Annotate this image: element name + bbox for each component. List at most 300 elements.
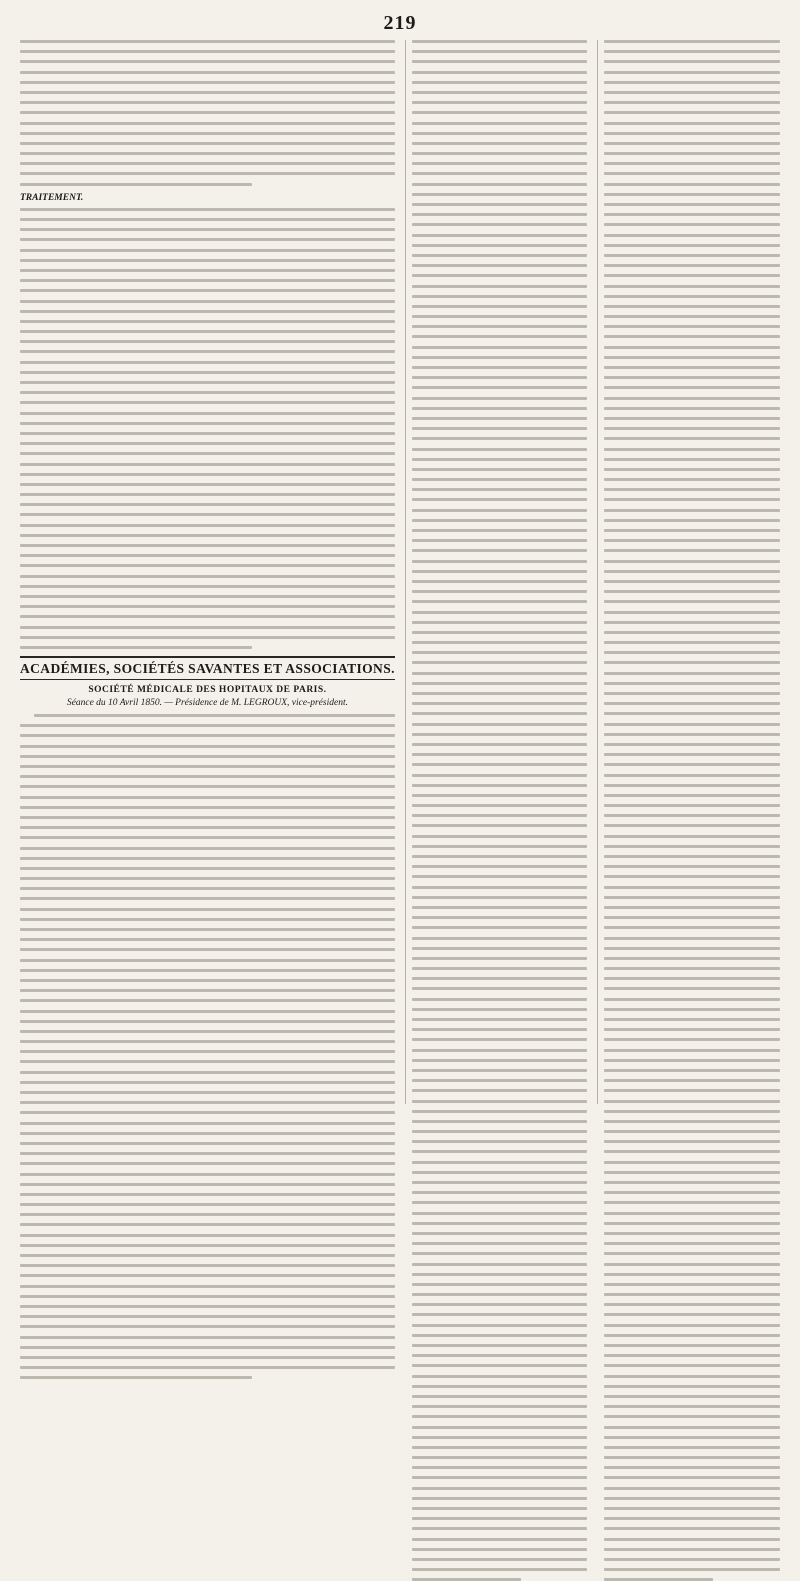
text-line [604,1385,780,1388]
text-line [604,1568,780,1571]
text-block [412,40,588,1581]
text-line [412,865,588,868]
text-line [412,488,588,491]
text-line [20,575,395,578]
text-block [20,40,395,186]
text-line [412,1242,588,1245]
text-line [412,397,588,400]
text-line [412,60,588,63]
text-line [604,865,780,868]
text-line [604,641,780,644]
text-line [604,1558,780,1561]
text-line [604,1426,780,1429]
text-line [412,1191,588,1194]
text-line [412,1334,588,1337]
text-line [20,595,395,598]
text-line [20,1010,395,1013]
text-line [604,947,780,950]
text-line [412,1059,588,1062]
page-number: 219 [383,12,417,34]
text-line [412,1201,588,1204]
text-line [412,947,588,950]
text-line [604,346,780,349]
text-line [604,1161,780,1164]
text-line [412,386,588,389]
text-line [412,743,588,746]
text-line [604,458,780,461]
text-line [604,896,780,899]
text-line [604,763,780,766]
text-line [604,285,780,288]
text-line [20,948,395,951]
text-line [604,509,780,512]
text-line [20,877,395,880]
text-line [604,1191,780,1194]
text-line [412,172,588,175]
text-line [412,101,588,104]
text-line [412,1028,588,1031]
text-line [412,91,588,94]
text-line [412,1364,588,1367]
text-line [20,1193,395,1196]
text-line [412,1324,588,1327]
text-line [20,544,395,547]
text-line [412,1212,588,1215]
text-line [20,1203,395,1206]
text-line [20,1040,395,1043]
text-line [604,397,780,400]
text-line [604,1232,780,1235]
text-line [604,366,780,369]
text-line [20,1336,395,1339]
text-line [412,1263,588,1266]
text-line [604,1100,780,1103]
text-line [20,585,395,588]
text-line [412,661,588,664]
text-line [604,570,780,573]
text-line [20,989,395,992]
article-columns [20,40,780,1104]
text-line [412,906,588,909]
text-line [412,193,588,196]
text-line [412,203,588,206]
section-rule [20,679,395,680]
text-line [604,91,780,94]
text-line [604,1222,780,1225]
text-line [412,824,588,827]
text-line [20,350,395,353]
text-line [20,1081,395,1084]
text-line [412,651,588,654]
text-line [412,1426,588,1429]
text-line [604,223,780,226]
text-line [604,1548,780,1551]
text-line [412,539,588,542]
text-line [412,977,588,980]
text-line [412,1222,588,1225]
text-line [20,320,395,323]
text-line [412,234,588,237]
session-line: Séance du 10 Avril 1850. — Présidence de M. LEGROUX, vice-président. [66,698,348,709]
text-line [20,897,395,900]
text-line [412,1171,588,1174]
text-line [604,1150,780,1153]
text-line [604,611,780,614]
text-line [20,938,395,941]
text-line [604,437,780,440]
text-line [20,775,395,778]
text-line [604,824,780,827]
text-line [20,371,395,374]
text-line [20,1020,395,1023]
text-line [412,692,588,695]
text-line [412,1415,588,1418]
text-line [412,774,588,777]
text-line [20,785,395,788]
text-line [20,1060,395,1063]
text-line [20,1346,395,1349]
text-line [412,346,588,349]
text-line [412,162,588,165]
text-line [604,906,780,909]
text-line [604,1140,780,1143]
text-line [20,1091,395,1094]
text-line [604,1110,780,1113]
text-line [412,702,588,705]
text-line [20,605,395,608]
text-line [20,122,395,125]
text-line [20,152,395,155]
text-line [604,1344,780,1347]
text-line [20,1152,395,1155]
text-line [20,1315,395,1318]
text-line [412,325,588,328]
text-line [412,376,588,379]
text-line [604,60,780,63]
text-line [604,1405,780,1408]
text-line [604,1324,780,1327]
text-line [412,916,588,919]
text-line [20,249,395,252]
text-line [412,1293,588,1296]
text-line [20,745,395,748]
text-line [412,448,588,451]
text-line [412,1008,588,1011]
text-line [604,1120,780,1123]
text-line [412,1049,588,1052]
text-line [604,295,780,298]
text-line [604,1263,780,1266]
text-line [604,733,780,736]
text-line [412,407,588,410]
text-line [604,335,780,338]
text-line [604,916,780,919]
text-line [604,560,780,563]
text-line [20,340,395,343]
text-line [412,254,588,257]
text-line [20,228,395,231]
text-line [20,71,395,74]
text-line [412,926,588,929]
text-block [20,208,395,649]
text-line [20,1071,395,1074]
text-line [20,238,395,241]
text-line [604,814,780,817]
text-line [604,417,780,420]
text-line [604,712,780,715]
text-line [20,979,395,982]
text-line [412,1405,588,1408]
text-line [412,1100,588,1103]
text-line [604,794,780,797]
text-line [412,152,588,155]
text-line [604,723,780,726]
text-line [20,463,395,466]
text-line [604,631,780,634]
text-line [412,1385,588,1388]
text-line [604,468,780,471]
text-line [412,1313,588,1316]
text-line [20,162,395,165]
text-line [412,223,588,226]
text-line [412,356,588,359]
text-line [412,1303,588,1306]
text-line [412,213,588,216]
text-line [604,1283,780,1286]
text-line [20,1356,395,1359]
text-line [604,621,780,624]
text-line [604,886,780,889]
text-line [20,473,395,476]
text-line [412,763,588,766]
text-line [604,162,780,165]
text-line [20,765,395,768]
text-line [604,875,780,878]
text-line [604,305,780,308]
text-line [20,503,395,506]
text-line [20,806,395,809]
text-line [604,661,780,664]
text-line [20,1173,395,1176]
text-line [604,845,780,848]
text-line [604,1517,780,1520]
text-line [20,330,395,333]
text-line [604,1028,780,1031]
text-line [412,672,588,675]
text-line [20,361,395,364]
text-line [604,937,780,940]
text-line [604,478,780,481]
text-line [20,724,395,727]
text-line [604,692,780,695]
text-line [20,91,395,94]
column-right [597,40,780,1104]
text-line [604,590,780,593]
text-line [604,111,780,114]
text-line [20,513,395,516]
text-line [412,1069,588,1072]
text-line [604,142,780,145]
text-line [20,279,395,282]
text-line [604,152,780,155]
text-block [20,714,395,1379]
text-line [604,244,780,247]
text-line [20,1254,395,1257]
text-line [20,422,395,425]
text-line [20,867,395,870]
text-line [20,1142,395,1145]
text-line [412,560,588,563]
text-line [604,254,780,257]
text-line [604,855,780,858]
text-line [20,816,395,819]
text-line [412,1456,588,1459]
text-line [412,305,588,308]
text-line [412,712,588,715]
text-line [604,234,780,237]
text-line [412,366,588,369]
text-line [604,702,780,705]
text-line [604,498,780,501]
text-line [412,285,588,288]
text-line [412,274,588,277]
text-line [604,1273,780,1276]
text-line [20,1366,395,1369]
text-line [604,519,780,522]
text-line [604,1466,780,1469]
text-line [412,1252,588,1255]
society-heading: SOCIÉTÉ MÉDICALE DES HOPITAUX DE PARIS. [88,685,327,696]
text-line [412,784,588,787]
text-line [20,847,395,850]
text-line [412,896,588,899]
text-line [412,1161,588,1164]
text-line [412,50,588,53]
text-line [604,386,780,389]
text-line [604,40,780,43]
text-line [412,417,588,420]
text-line [20,1295,395,1298]
text-line [412,1548,588,1551]
text-line [412,264,588,267]
text-line [20,836,395,839]
text-line [20,1050,395,1053]
text-line [604,203,780,206]
text-line [20,524,395,527]
text-line [20,183,252,186]
text-line [412,40,588,43]
text-line [604,407,780,410]
text-line [604,264,780,267]
text-line [20,1223,395,1226]
text-line [412,1130,588,1133]
text-line [20,999,395,1002]
text-line [20,401,395,404]
text-line [604,987,780,990]
text-line [412,886,588,889]
text-line [604,1242,780,1245]
text-line [412,590,588,593]
text-line [412,733,588,736]
text-line [20,172,395,175]
text-line [604,804,780,807]
text-line [412,509,588,512]
text-line [604,1201,780,1204]
text-line [604,1252,780,1255]
text-line [604,1008,780,1011]
text-line [20,534,395,537]
text-line [412,1354,588,1357]
treatment-label: TRAITEMENT. [20,192,84,203]
text-line [604,183,780,186]
text-line [604,315,780,318]
text-line [604,1476,780,1479]
text-line [20,857,395,860]
text-line [604,835,780,838]
text-line [412,1466,588,1469]
text-line [20,636,395,639]
text-line [412,845,588,848]
text-line [604,1303,780,1306]
text-line [412,1150,588,1153]
text-line [20,101,395,104]
text-line [20,887,395,890]
text-line [20,1111,395,1114]
text-line [412,855,588,858]
text-line [604,213,780,216]
text-line [412,549,588,552]
text-line [604,81,780,84]
text-line [412,570,588,573]
text-line [412,437,588,440]
text-line [604,1059,780,1062]
text-line [604,1487,780,1490]
text-line [412,875,588,878]
text-line [604,1415,780,1418]
text-line [20,734,395,737]
text-line [20,646,252,649]
text-line [412,295,588,298]
text-line [412,1120,588,1123]
text-line [20,908,395,911]
text-line [604,1354,780,1357]
text-line [604,743,780,746]
text-line [604,529,780,532]
text-line [604,784,780,787]
text-line [34,714,395,717]
section-rule [20,656,395,658]
text-line [412,957,588,960]
text-line [412,987,588,990]
text-line [412,1079,588,1082]
text-line [20,310,395,313]
text-block [604,40,780,1581]
text-line [604,122,780,125]
text-line [604,427,780,430]
text-line [20,615,395,618]
text-line [412,1568,588,1571]
text-line [604,274,780,277]
text-line [20,1244,395,1247]
text-line [412,794,588,797]
text-line [20,1376,252,1379]
text-line [604,1446,780,1449]
text-line [604,376,780,379]
text-line [20,928,395,931]
text-line [20,142,395,145]
text-line [604,50,780,53]
text-line [20,81,395,84]
